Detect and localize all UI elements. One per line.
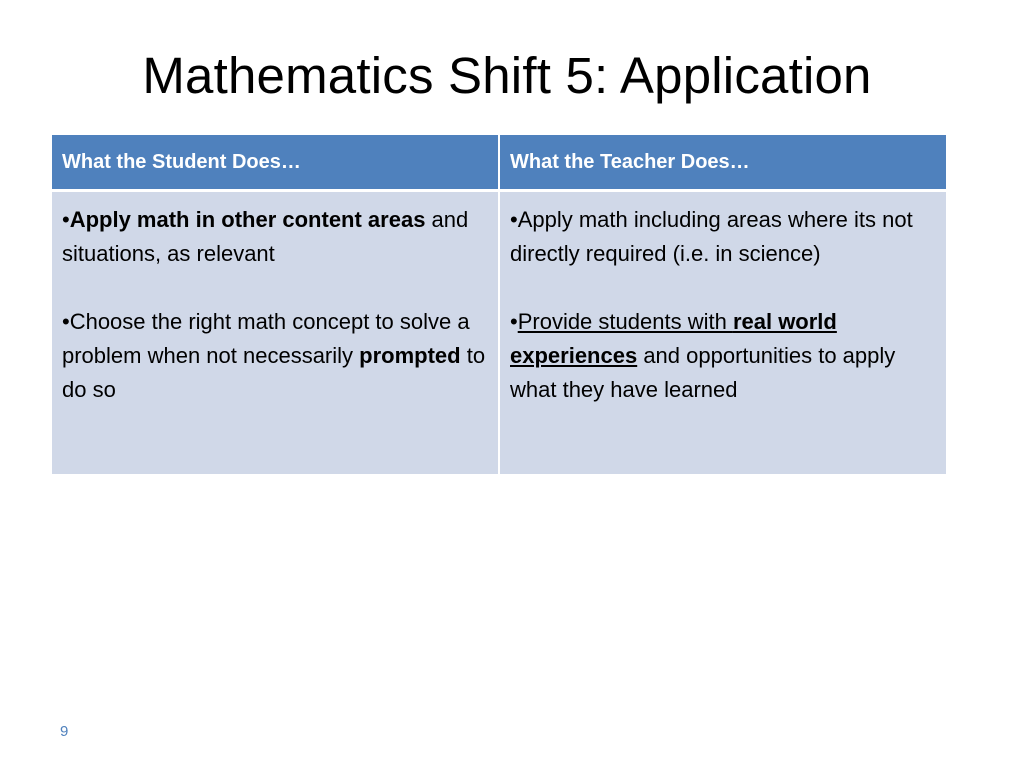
student-item-1-bold: Apply math in other content areas [69, 207, 426, 232]
table-header-row [52, 135, 946, 191]
table-row [52, 191, 946, 474]
slide-title: Mathematics Shift 5: Application [142, 47, 872, 104]
teacher-item-1 [510, 203, 936, 271]
comparison-table [52, 135, 946, 474]
teacher-item-2-rest: and opportunities to apply what they have learned [510, 343, 896, 402]
student-item-2 [62, 305, 488, 407]
spacer [62, 271, 488, 305]
student-item-1 [62, 203, 488, 271]
teacher-cell [499, 191, 946, 474]
spacer [510, 271, 936, 305]
teacher-item-2-underline-bold: real world experiences [510, 309, 837, 368]
student-item-1-rest: and situations, as relevant [62, 207, 469, 266]
student-item-2-bold: prompted [359, 343, 461, 368]
bullet: • [510, 207, 518, 232]
student-item-2-text-after: to do so [62, 343, 486, 402]
bullet: • [62, 309, 70, 334]
bullet: • [62, 207, 70, 232]
bullet: • [510, 309, 518, 334]
teacher-item-1-text: Apply math including areas where its not directly required (i.e. in science) [510, 207, 913, 266]
student-item-2-text-before: Choose the right math concept to solve a problem when not necessarily [62, 309, 470, 368]
teacher-item-2 [510, 305, 936, 407]
student-cell [52, 191, 499, 474]
page-number: 9 [60, 723, 69, 740]
header-student: What the Student Does… [52, 135, 499, 191]
teacher-item-2-underline: Provide students with [517, 309, 733, 334]
header-teacher: What the Teacher Does… [499, 135, 946, 191]
